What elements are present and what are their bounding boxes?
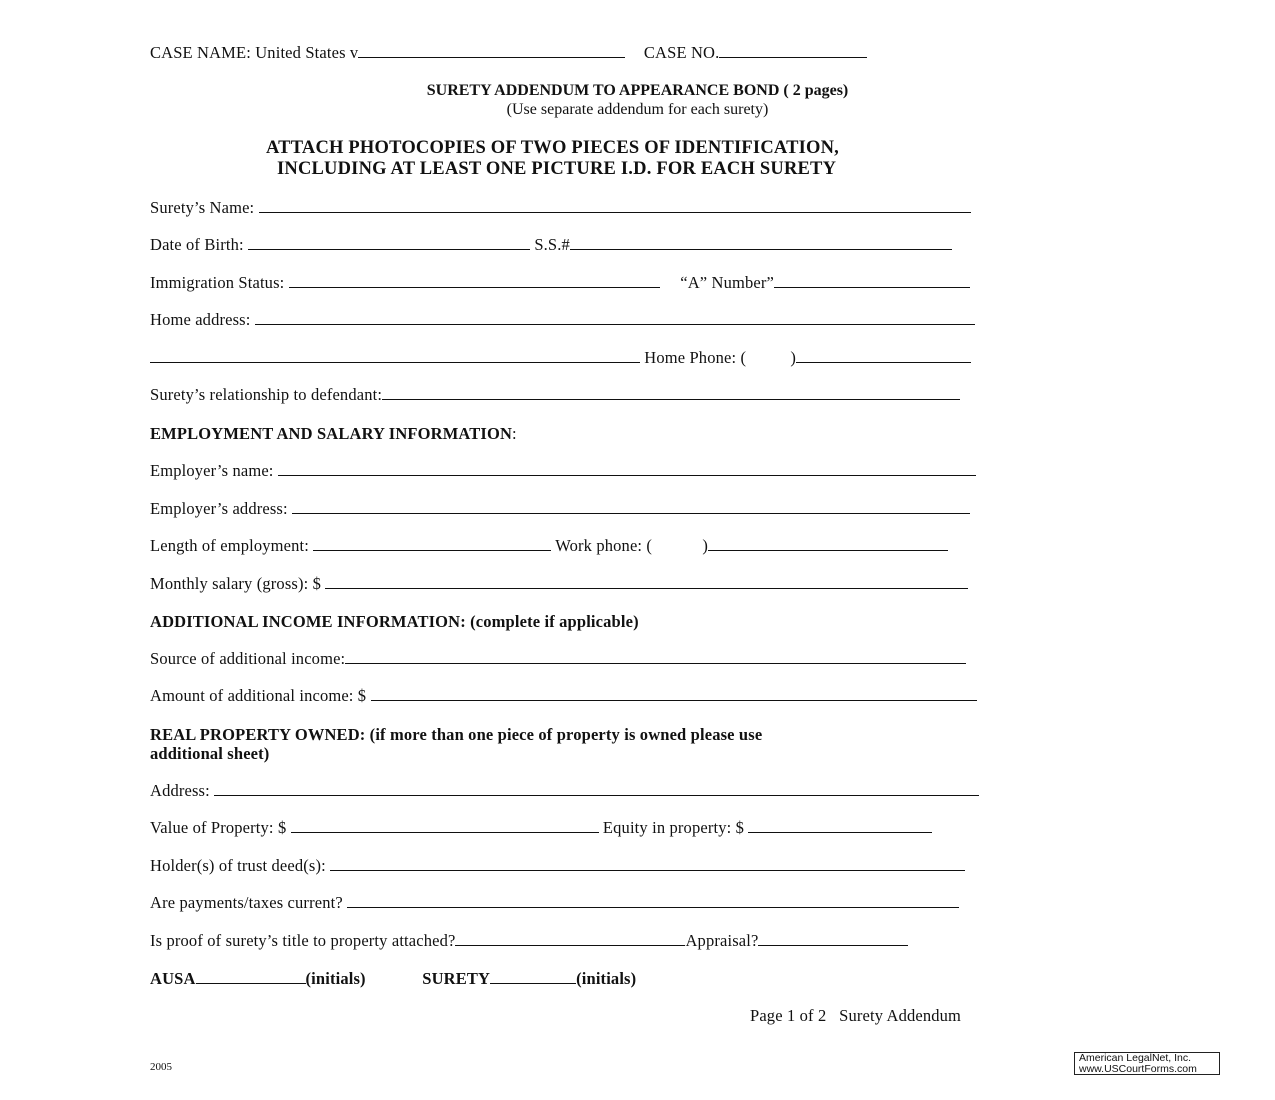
home-phone-label: Home Phone: (	[644, 348, 747, 367]
ausa-label: AUSA	[150, 969, 196, 988]
trust-deed-row	[150, 856, 965, 876]
salary-field[interactable]	[325, 574, 968, 589]
home-address-field[interactable]	[255, 310, 975, 325]
id-notice-line1: ATTACH PHOTOCOPIES OF TWO PIECES OF IDENTIFICATION,	[266, 138, 839, 158]
relationship-label: Surety’s relationship to defendant:	[150, 385, 383, 404]
property-address-row	[150, 781, 979, 801]
surety-initials-suffix: (initials)	[576, 969, 637, 988]
payments-label: Are payments/taxes current?	[150, 893, 343, 912]
real-property-heading-line2: additional sheet)	[150, 744, 270, 763]
employment-heading-colon: :	[512, 424, 517, 443]
title-proof-row	[150, 931, 908, 951]
surety-initials-label: SURETY	[422, 969, 491, 988]
work-phone-paren: )	[702, 536, 709, 555]
home-address-label: Home address:	[150, 310, 251, 329]
publisher-stamp	[1074, 1052, 1220, 1075]
trust-deed-label: Holder(s) of trust deed(s):	[150, 856, 326, 875]
dob-label: Date of Birth:	[150, 235, 244, 254]
income-source-label: Source of additional income:	[150, 649, 346, 668]
employer-name-field[interactable]	[278, 461, 976, 476]
case-no-label: CASE NO.	[643, 43, 720, 62]
income-source-field[interactable]	[345, 649, 966, 664]
length-employment-field[interactable]	[313, 536, 551, 551]
dob-row	[150, 235, 952, 255]
a-number-field[interactable]	[774, 273, 970, 288]
surety-initials-field[interactable]	[490, 969, 576, 984]
home-phone-field[interactable]	[796, 348, 971, 363]
employer-name-label: Employer’s name:	[150, 461, 274, 480]
form-subtitle: (Use separate addendum for each surety)	[506, 101, 769, 118]
relationship-row	[150, 385, 960, 405]
case-no-field[interactable]	[719, 43, 867, 58]
income-amount-row	[150, 686, 977, 706]
property-value-field[interactable]	[291, 818, 599, 833]
property-address-label: Address:	[150, 781, 210, 800]
appraisal-field[interactable]	[758, 931, 908, 946]
length-employment-row	[150, 536, 948, 556]
initials-row	[150, 969, 636, 989]
income-amount-label: Amount of additional income: $	[150, 686, 367, 705]
title-proof-field[interactable]	[455, 931, 685, 946]
equity-field[interactable]	[748, 818, 932, 833]
case-name-field[interactable]	[358, 43, 625, 58]
ssn-field[interactable]	[570, 235, 952, 250]
id-notice-line2: INCLUDING AT LEAST ONE PICTURE I.D. FOR EACH SURETY	[277, 159, 837, 179]
ausa-initials-field[interactable]	[196, 969, 306, 984]
page-number: Page 1 of 2 Surety Addendum	[750, 1006, 962, 1025]
real-property-heading-line1: REAL PROPERTY OWNED: (if more than one piece of property is owned please use	[150, 725, 763, 744]
immigration-label: Immigration Status:	[150, 273, 285, 292]
publisher-url[interactable]: www.USCourtForms.com	[1079, 1063, 1197, 1075]
appraisal-label: Appraisal?	[685, 931, 759, 950]
case-header	[150, 43, 867, 63]
salary-row	[150, 574, 968, 594]
immigration-row	[150, 273, 970, 293]
payments-row	[150, 893, 959, 913]
a-number-label: “A” Number”	[680, 273, 774, 292]
payments-field[interactable]	[347, 893, 959, 908]
home-address-line2-field[interactable]	[150, 348, 640, 363]
salary-label: Monthly salary (gross): $	[150, 574, 322, 593]
home-address-row	[150, 310, 975, 330]
employer-address-field[interactable]	[292, 499, 970, 514]
additional-income-heading: ADDITIONAL INCOME INFORMATION: (complete if applicable)	[150, 612, 639, 631]
employer-address-label: Employer’s address:	[150, 499, 288, 518]
trust-deed-field[interactable]	[330, 856, 965, 871]
ssn-label: S.S.#	[534, 235, 570, 254]
work-phone-field[interactable]	[708, 536, 948, 551]
home-phone-row	[150, 348, 971, 368]
surety-name-row	[150, 198, 971, 218]
property-value-row	[150, 818, 932, 838]
employment-heading	[150, 424, 517, 444]
dob-field[interactable]	[248, 235, 530, 250]
property-address-field[interactable]	[214, 781, 979, 796]
surety-name-field[interactable]	[259, 198, 971, 213]
title-proof-label: Is proof of surety’s title to property attached?	[150, 931, 456, 950]
publisher-name: American LegalNet, Inc.	[1079, 1052, 1192, 1064]
form-title: SURETY ADDENDUM TO APPEARANCE BOND ( 2 pages)	[426, 82, 849, 99]
immigration-field[interactable]	[289, 273, 660, 288]
equity-label: Equity in property: $	[602, 818, 745, 837]
income-amount-field[interactable]	[371, 686, 977, 701]
property-value-label: Value of Property: $	[150, 818, 287, 837]
employer-address-row	[150, 499, 970, 519]
home-phone-paren: )	[790, 348, 797, 367]
work-phone-label: Work phone: (	[555, 536, 653, 555]
form-year: 2005	[150, 1061, 172, 1073]
employment-heading-text: EMPLOYMENT AND SALARY INFORMATION	[150, 424, 513, 443]
ausa-initials-suffix: (initials)	[305, 969, 366, 988]
relationship-field[interactable]	[382, 385, 960, 400]
case-name-label: CASE NAME: United States v	[150, 43, 359, 62]
surety-name-label: Surety’s Name:	[150, 198, 255, 217]
employer-name-row	[150, 461, 976, 481]
length-employment-label: Length of employment:	[150, 536, 309, 555]
income-source-row	[150, 649, 966, 669]
